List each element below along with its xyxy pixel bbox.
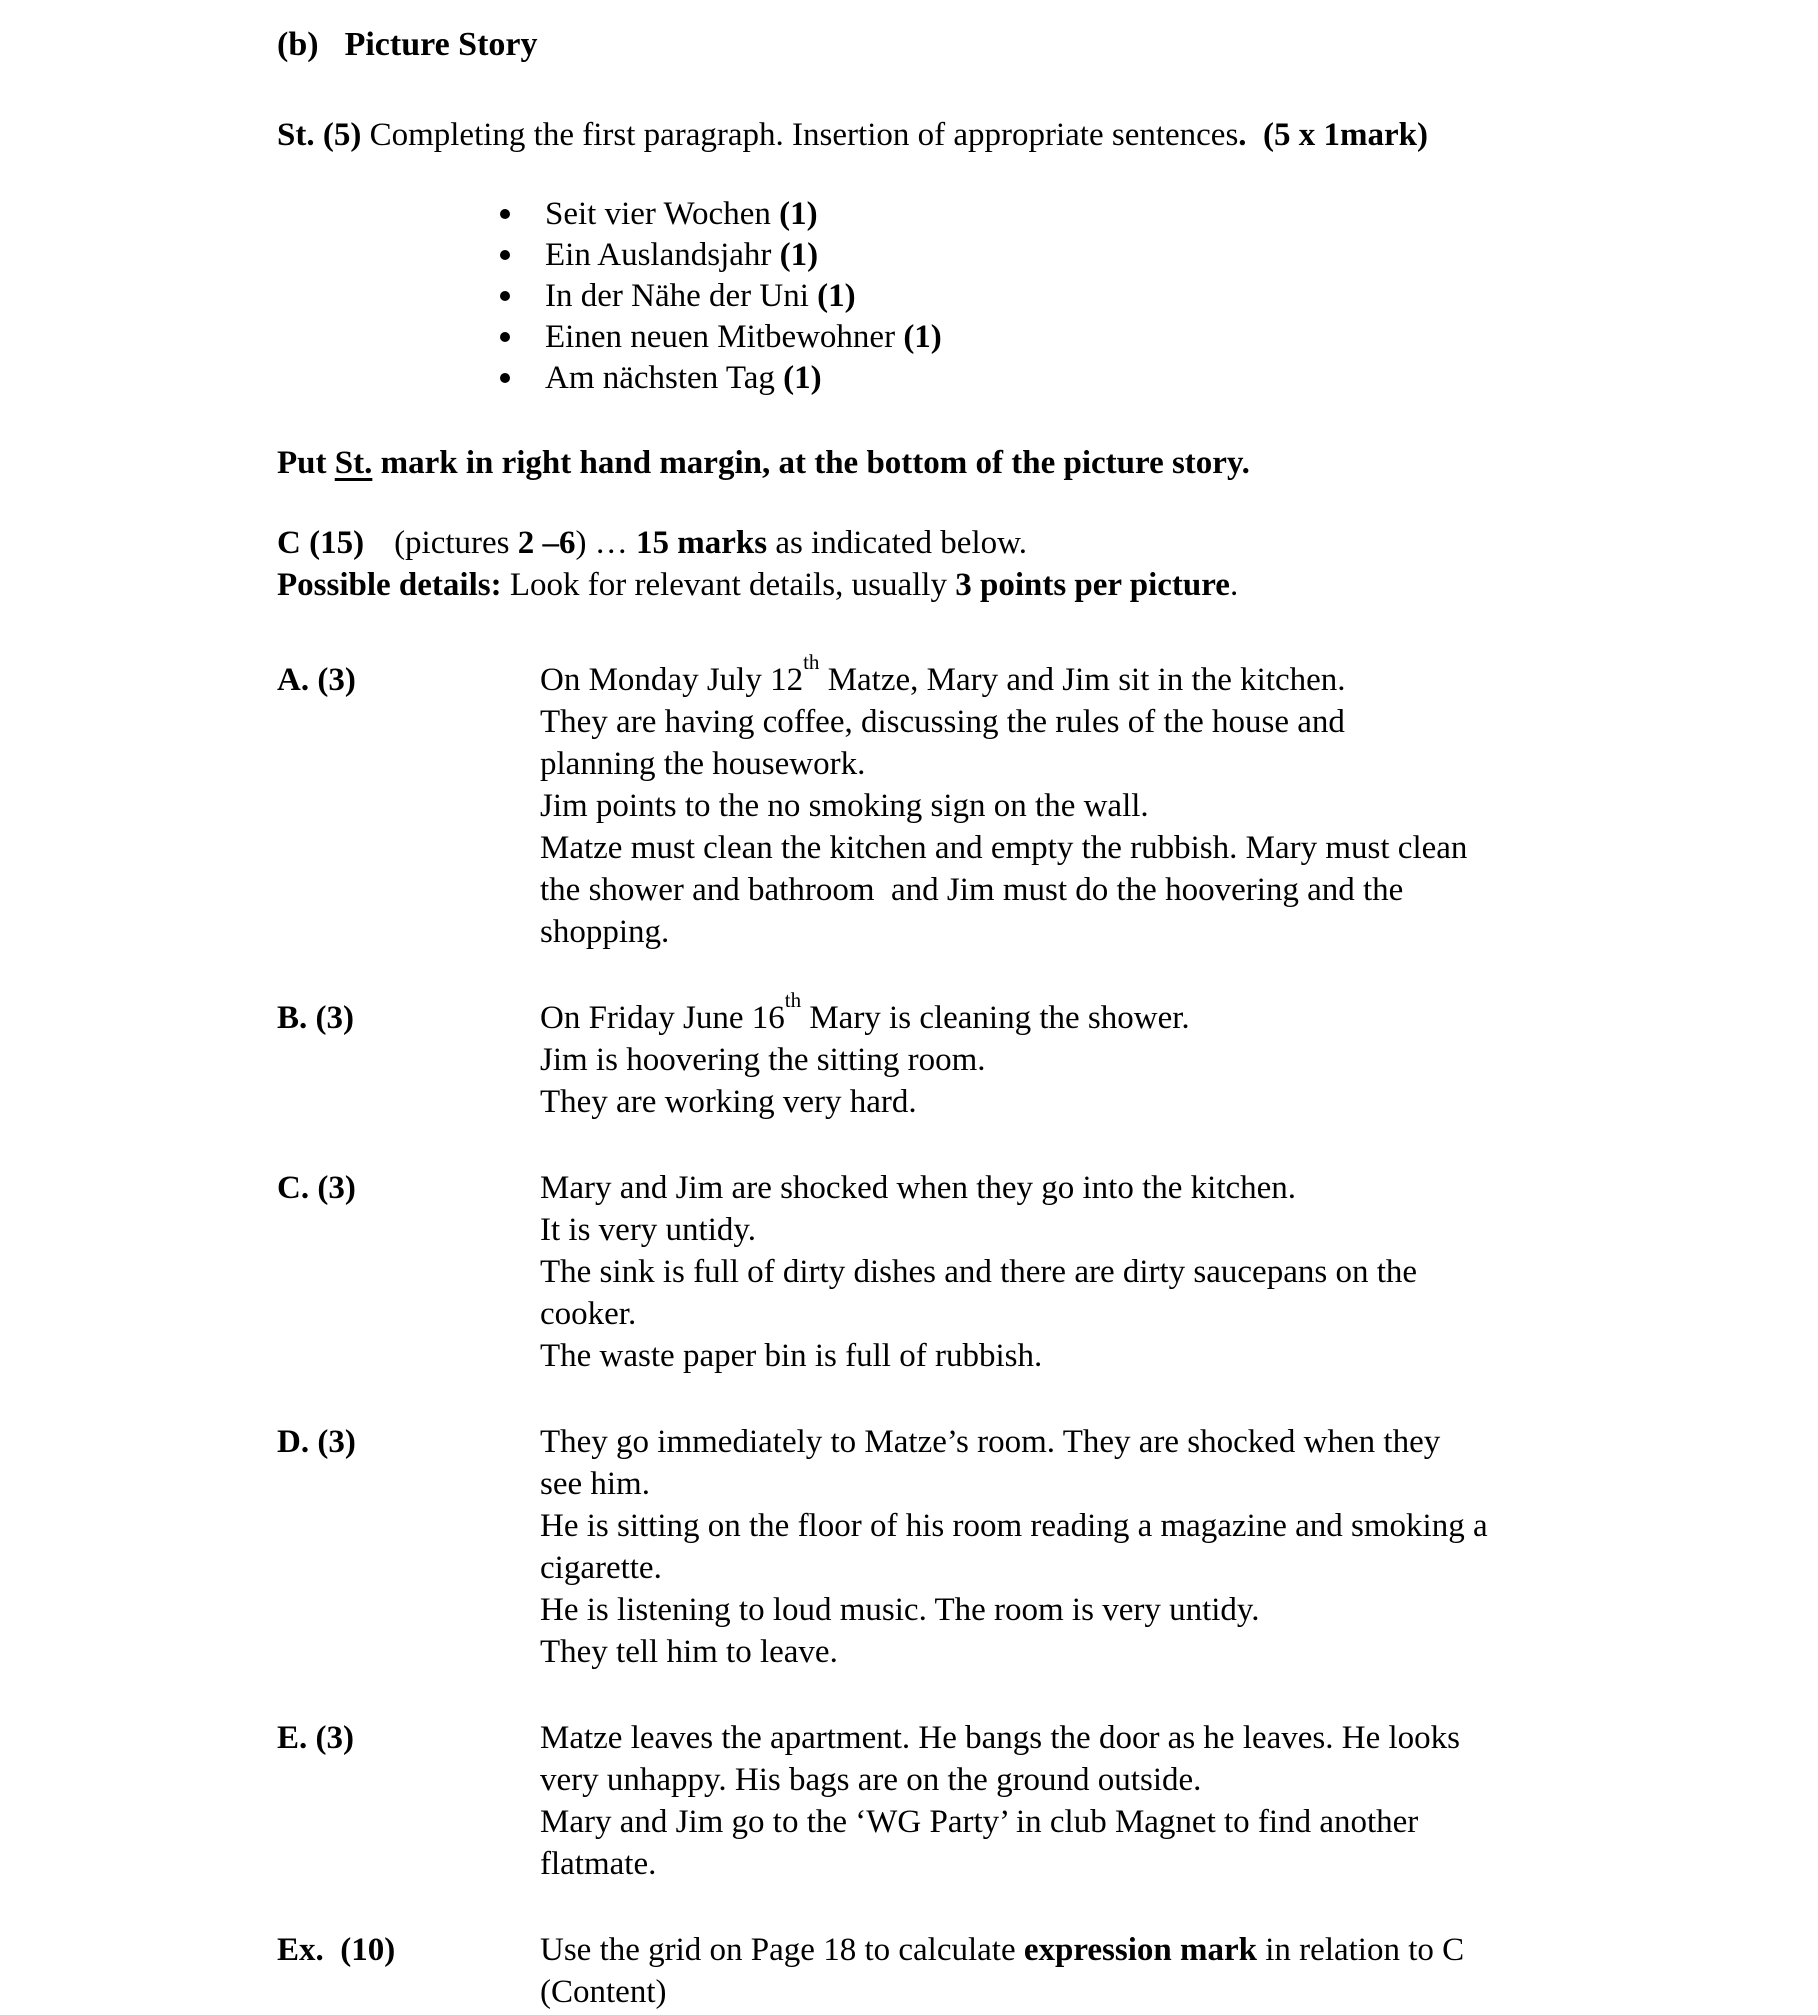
section-line: cooker. (540, 1296, 637, 1332)
section-body (540, 987, 1698, 1123)
section-line: cigarette. (540, 1550, 662, 1586)
bullet-mark: (1) (783, 360, 822, 396)
section-body (540, 1167, 1698, 1377)
put-pre: Put (277, 445, 335, 481)
section-body (540, 1421, 1698, 1673)
section-line: The waste paper bin is full of rubbish. (540, 1338, 1043, 1374)
bullet-text: In der Nähe der Uni (545, 278, 818, 314)
section-line: He is listening to loud music. The room is very untidy. (540, 1592, 1260, 1628)
st-body: Completing the first paragraph. Insertion of appropriate sentences (361, 117, 1239, 153)
bullet-text: Ein Auslandsjahr (545, 237, 780, 273)
section-line: Jim is hoovering the sitting room. (540, 1042, 986, 1078)
line-text: Use the grid on Page 18 to calculate (540, 1932, 1024, 1968)
line-text: On Friday June 16 (540, 1000, 785, 1036)
c-seg2: ) … (575, 525, 637, 561)
c-marks-line (277, 522, 1698, 564)
section-line: very unhappy. His bags are on the ground outside. (540, 1762, 1202, 1798)
bullet-mark: (1) (779, 196, 818, 232)
c-bold1: 2 –6 (517, 525, 576, 561)
line-text: Mary is cleaning the shower. (801, 1000, 1190, 1036)
c-label: C (15) (277, 525, 365, 561)
put-instruction-line (277, 442, 1698, 484)
section-line: shopping. (540, 914, 670, 950)
section-label: D. (3) (277, 1424, 356, 1460)
section-line: The sink is full of dirty dishes and there are dirty saucepans on the (540, 1254, 1418, 1290)
section-e (277, 1717, 1698, 1885)
list-item (277, 235, 1698, 276)
section-line: They are working very hard. (540, 1084, 917, 1120)
section-label: E. (3) (277, 1720, 354, 1756)
bullet-text: Einen neuen Mitbewohner (545, 319, 904, 355)
bullet-mark: (1) (779, 237, 819, 273)
superscript: th (784, 987, 802, 1012)
superscript: th (803, 649, 820, 674)
c-seg3: as indicated below. (767, 525, 1028, 561)
section-line (540, 987, 1698, 1039)
section-line: Mary and Jim go to the ‘WG Party’ in club Magnet to find another (540, 1804, 1419, 1840)
section-line: It is very untidy. (540, 1212, 756, 1248)
section-line: They tell him to leave. (540, 1634, 838, 1670)
bullet-mark: (1) (817, 278, 856, 314)
possible-seg2: . (1229, 567, 1239, 603)
german-phrase-list (277, 194, 1698, 399)
section-label: B. (3) (277, 1000, 354, 1036)
c-seg1: (pictures (394, 525, 518, 561)
st-marks: . (5 x 1mark) (1238, 117, 1429, 153)
section-line: They are having coffee, discussing the rules of the house and (540, 704, 1345, 740)
section-line: see him. (540, 1466, 650, 1502)
section-line: Mary and Jim are shocked when they go into the kitchen. (540, 1170, 1297, 1206)
st-label: St. (5) (277, 117, 362, 153)
section-heading (277, 24, 1698, 66)
section-body (540, 1929, 1698, 2013)
section-line: (Content) (540, 1974, 667, 2010)
heading-title: Picture Story (344, 26, 538, 63)
section-ex (277, 1929, 1698, 2013)
list-item (277, 276, 1698, 317)
possible-label: Possible details: (277, 567, 502, 603)
section-b (277, 987, 1698, 1123)
section-label: Ex. (10) (277, 1932, 396, 1968)
line-bold-text: expression mark (1023, 1932, 1258, 1968)
bullet-text: Seit vier Wochen (545, 196, 780, 232)
put-underlined: St. (334, 445, 373, 481)
possible-bold1: 3 points per picture (955, 567, 1230, 603)
section-label: C. (3) (277, 1170, 356, 1206)
section-line: flatmate. (540, 1846, 657, 1882)
section-line: They go immediately to Matze’s room. They are shocked when they (540, 1424, 1441, 1460)
section-body (540, 1717, 1698, 1885)
line-text: On Monday July 12 (540, 662, 804, 698)
list-item (277, 317, 1698, 358)
list-item (277, 194, 1698, 235)
bullet-text: Am nächsten Tag (545, 360, 784, 396)
possible-details-line (277, 564, 1698, 606)
bullet-mark: (1) (903, 319, 942, 355)
section-line (540, 649, 1698, 701)
possible-seg1: Look for relevant details, usually (501, 567, 956, 603)
st-marking-line (277, 114, 1698, 156)
section-body (540, 649, 1698, 953)
section-line: planning the housework. (540, 746, 866, 782)
list-item (277, 358, 1698, 399)
section-line (540, 1929, 1698, 1971)
section-line: Jim points to the no smoking sign on the wall. (540, 788, 1149, 824)
c-bold2: 15 marks (636, 525, 768, 561)
section-line: Matze leaves the apartment. He bangs the door as he leaves. He looks (540, 1720, 1461, 1756)
put-post: mark in right hand margin, at the bottom of the picture story. (372, 445, 1250, 481)
section-c (277, 1167, 1698, 1377)
line-text: Matze, Mary and Jim sit in the kitchen. (819, 662, 1346, 698)
section-a (277, 649, 1698, 953)
section-line: Matze must clean the kitchen and empty the rubbish. Mary must clean (540, 830, 1468, 866)
section-label: A. (3) (277, 662, 356, 698)
section-line: He is sitting on the floor of his room reading a magazine and smoking a (540, 1508, 1488, 1544)
section-d (277, 1421, 1698, 1673)
heading-marker: (b) (277, 26, 319, 63)
section-line: the shower and bathroom and Jim must do the hoovering and the (540, 872, 1404, 908)
line-text: in relation to C (1257, 1932, 1465, 1968)
